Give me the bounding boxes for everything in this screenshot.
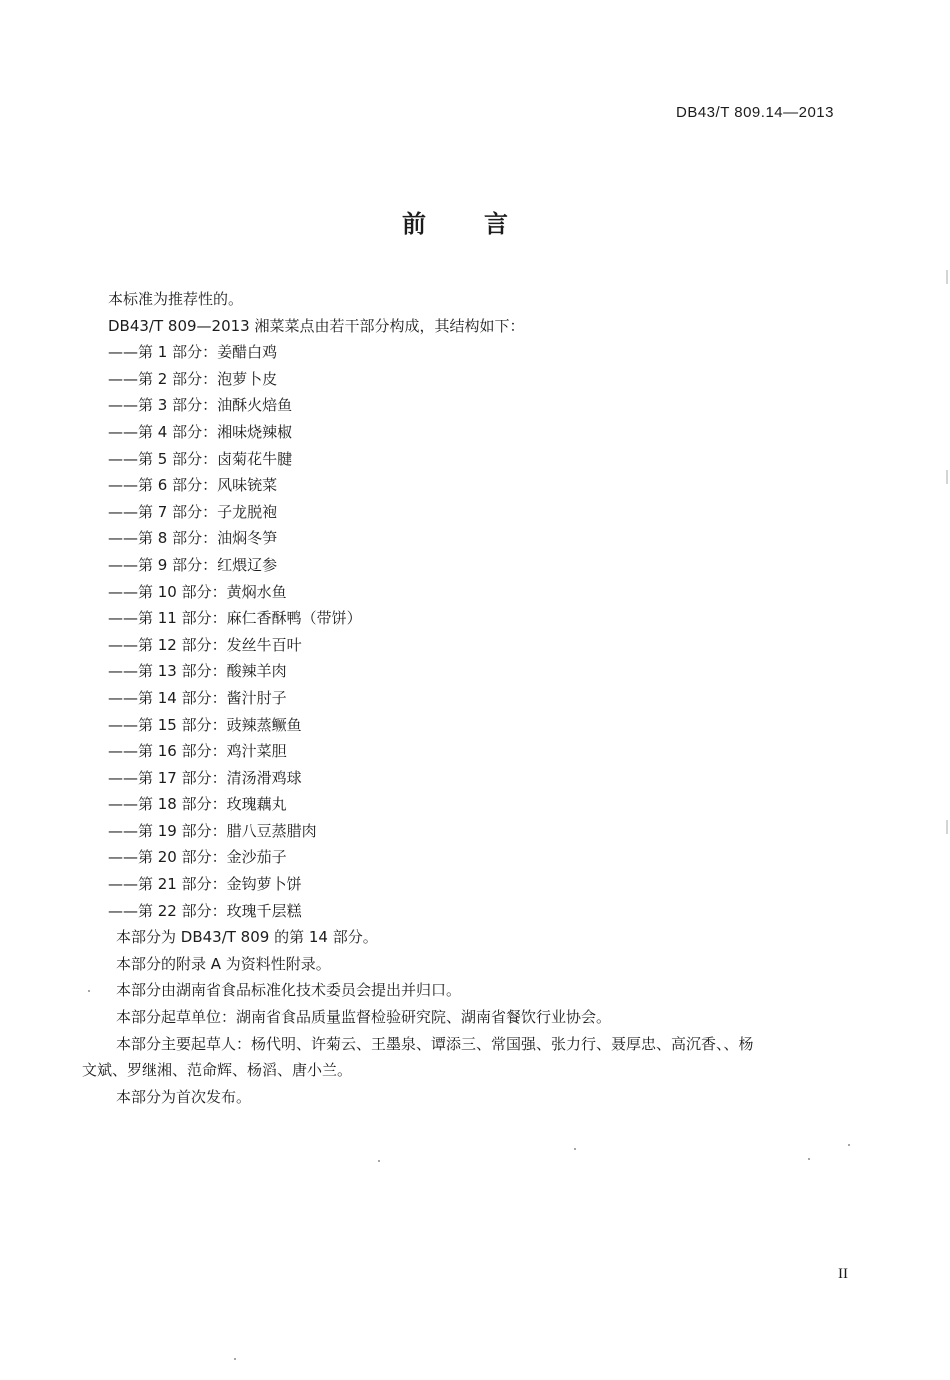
part-dish-name: 鸡汁菜胆 [226, 742, 287, 761]
scan-speck [574, 1148, 576, 1150]
part-item [108, 339, 868, 366]
drafters-line-1: 本部分主要起草人：杨代明、许菊云、王墨泉、谭添三、常国强、张力行、聂厚忠、高沉香、、杨 [116, 1034, 754, 1053]
part-label: ——第 19 部分： [108, 821, 227, 840]
intro-line: DB43/T 809—2013 湘菜菜点由若干部分构成，其结构如下： [108, 316, 525, 335]
part-dish-name: 金钩萝卜饼 [226, 875, 302, 894]
part-item [108, 632, 868, 659]
scan-speck [378, 1160, 380, 1162]
part-item [108, 366, 868, 393]
page-title: 前言 [402, 210, 566, 238]
part-dish-name: 发丝牛百叶 [226, 635, 302, 654]
part-dish-name: 麻仁香酥鸭（带饼） [226, 609, 362, 628]
scan-speck [808, 1158, 810, 1160]
part-label: ——第 20 部分： [108, 848, 227, 867]
part-item [108, 552, 868, 579]
part-label: ——第 8 部分： [108, 529, 218, 548]
part-label: ——第 14 部分： [108, 688, 227, 707]
part-label: ——第 5 部分： [108, 449, 218, 468]
part-label: ——第 15 部分： [108, 715, 227, 734]
part-label: ——第 2 部分： [108, 369, 218, 388]
scan-speck [234, 1358, 236, 1360]
part-label: ——第 6 部分： [108, 476, 218, 495]
part-label: ——第 4 部分： [108, 422, 218, 441]
part-dish-name: 风味铳菜 [217, 476, 278, 495]
part-item [108, 392, 868, 419]
part-dish-name: 黄焖水鱼 [226, 582, 287, 601]
part-dish-name: 卤菊花牛腱 [217, 449, 293, 468]
part-label: ——第 22 部分： [108, 901, 227, 920]
part-item [108, 579, 868, 606]
part-item [108, 605, 868, 632]
drafters-line-2: 文斌、罗继湘、范命辉、杨滔、唐小兰。 [82, 1061, 353, 1080]
part-label: ——第 21 部分： [108, 875, 227, 894]
part-label: ——第 1 部分： [108, 343, 218, 362]
part-item [108, 525, 868, 552]
scan-edge-mark [946, 270, 948, 284]
scan-speck [848, 1144, 850, 1146]
part-label: ——第 9 部分： [108, 555, 218, 574]
parts-list [108, 339, 868, 924]
paragraph-proposed-by: 本部分由湖南省食品标准化技术委员会提出并归口。 [116, 981, 462, 1000]
part-label: ——第 18 部分： [108, 795, 227, 814]
part-item [108, 738, 868, 765]
paragraph-drafters [82, 1031, 868, 1084]
part-item [108, 844, 868, 871]
part-dish-name: 泡萝卜皮 [217, 369, 278, 388]
part-dish-name: 油焖冬笋 [217, 529, 278, 548]
part-item [108, 765, 868, 792]
part-label: ——第 7 部分： [108, 502, 218, 521]
part-item [108, 685, 868, 712]
part-item [108, 791, 868, 818]
part-dish-name: 油酥火焙鱼 [217, 396, 293, 415]
part-dish-name: 金沙茄子 [226, 848, 287, 867]
part-dish-name: 豉辣蒸鳜鱼 [226, 715, 302, 734]
part-dish-name: 腊八豆蒸腊肉 [226, 821, 317, 840]
part-item [108, 658, 868, 685]
scan-edge-mark [946, 820, 948, 834]
part-label: ——第 16 部分： [108, 742, 227, 761]
part-item [108, 898, 868, 925]
part-dish-name: 玫瑰藕丸 [226, 795, 287, 814]
paragraph-appendix: 本部分的附录 A 为资料性附录。 [116, 954, 331, 973]
part-dish-name: 玫瑰千层糕 [226, 901, 302, 920]
scan-edge-mark [946, 470, 948, 484]
part-label: ——第 12 部分： [108, 635, 227, 654]
intro-line: 本标准为推荐性的。 [108, 290, 244, 308]
part-dish-name: 红煨辽参 [217, 555, 278, 574]
part-item [108, 472, 868, 499]
part-item [108, 499, 868, 526]
part-label: ——第 17 部分： [108, 768, 227, 787]
part-item [108, 712, 868, 739]
part-dish-name: 清汤滑鸡球 [226, 768, 302, 787]
part-label: ——第 11 部分： [108, 609, 227, 628]
scan-speck [88, 990, 90, 992]
part-item [108, 446, 868, 473]
part-item [108, 818, 868, 845]
part-dish-name: 酱汁肘子 [226, 688, 287, 707]
part-dish-name: 姜醋白鸡 [217, 343, 278, 362]
page-number: II [838, 1266, 848, 1282]
part-dish-name: 酸辣羊肉 [226, 662, 287, 681]
part-dish-name: 湘味烧辣椒 [217, 422, 293, 441]
part-label: ——第 3 部分： [108, 396, 218, 415]
foreword-body [82, 286, 868, 1110]
part-dish-name: 子龙脱袍 [217, 502, 278, 521]
part-label: ——第 13 部分： [108, 662, 227, 681]
paragraph-part-of: 本部分为 DB43/T 809 的第 14 部分。 [116, 928, 378, 947]
standard-code: DB43/T 809.14—2013 [676, 104, 834, 121]
paragraph-first-release: 本部分为首次发布。 [116, 1087, 252, 1106]
part-label: ——第 10 部分： [108, 582, 227, 601]
part-item [108, 419, 868, 446]
paragraph-drafting-units: 本部分起草单位：湖南省食品质量监督检验研究院、湖南省餐饮行业协会。 [116, 1008, 612, 1027]
part-item [108, 871, 868, 898]
